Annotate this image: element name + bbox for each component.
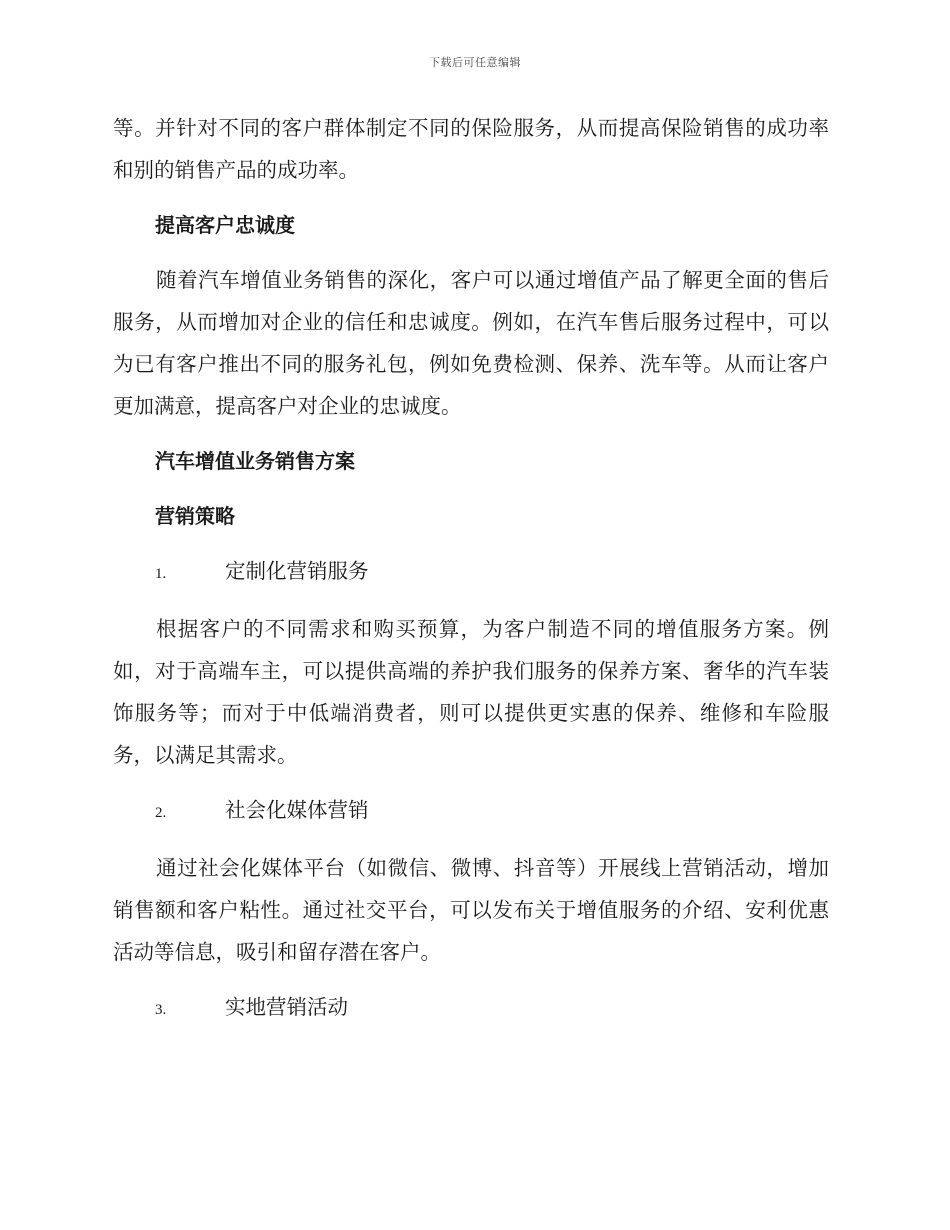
section-heading: 汽车增值业务销售方案 xyxy=(155,449,355,473)
paragraph: 等。并针对不同的客户群体制定不同的保险服务，从而提高保险销售的成功率和别的销售产品的成功率。 xyxy=(113,116,829,182)
list-item xyxy=(113,986,829,1031)
paragraph: 随着汽车增值业务销售的深化，客户可以通过增值产品了解更全面的售后服务，从而增加对企业的信任和忠诚度。例如，在汽车售后服务过程中，可以为已有客户推出不同的服务礼包，例如免费检测、保养、洗车等。从而让客户更加满意，提高客户对企业的忠诚度。 xyxy=(113,268,829,418)
list-item xyxy=(113,550,829,595)
list-item-text: 实地营销活动 xyxy=(225,995,348,1019)
list-number: 1. xyxy=(155,566,167,582)
paragraph: 根据客户的不同需求和购买预算，为客户制造不同的增值服务方案。例如，对于高端车主，可以提供高端的养护我们服务的保养方案、奢华的汽车装饰服务等；而对于中低端消费者，则可以提供更实惠的保养、维修和车险服务，以满足其需求。 xyxy=(113,617,829,767)
paragraph: 通过社会化媒体平台（如微信、微博、抖音等）开展线上营销活动，增加销售额和客户粘性。通过社交平台，可以发布关于增值服务的介绍、安利优惠活动等信息，吸引和留存潜在客户。 xyxy=(113,856,829,964)
list-item xyxy=(113,789,829,834)
list-item-text: 社会化媒体营销 xyxy=(225,798,369,822)
section-heading: 提高客户忠诚度 xyxy=(155,213,295,237)
subsection-heading: 营销策略 xyxy=(155,504,235,528)
page-header: 下载后可任意编辑 xyxy=(429,56,521,69)
document-body xyxy=(113,107,829,1031)
list-number: 3. xyxy=(155,1002,167,1018)
list-number: 2. xyxy=(155,805,167,821)
list-item-text: 定制化营销服务 xyxy=(225,559,369,583)
